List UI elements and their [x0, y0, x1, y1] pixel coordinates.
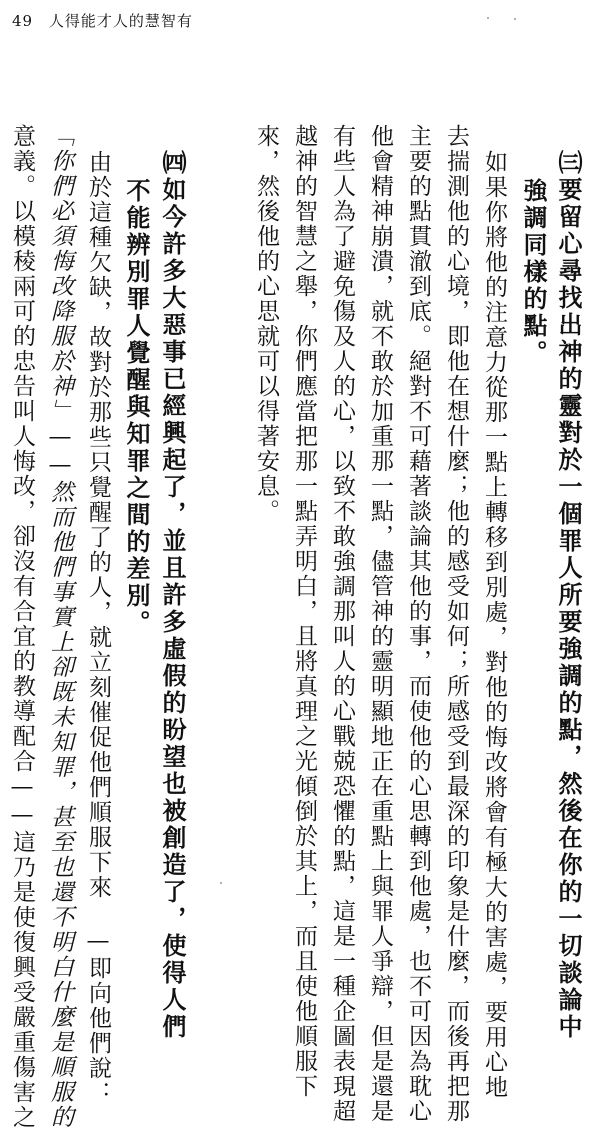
- section-3-paragraph-line: 如果你將他的注意力從那一點上轉移到別處，對他的悔改將會有極大的害處，要用心地: [481, 150, 507, 1100]
- section-4-paragraph-line: 由於這種欠缺，故對於那些只覺醒了的人，就立刻催促他們順服下來 —即向他們說：: [85, 150, 111, 1106]
- section-4-paragraph-line: 「你們必須悔改降服於神」——然而他們事實上卻既未知罪，甚至也還不明白什麼是順服的: [47, 124, 73, 1130]
- section-3-paragraph-line: 去揣測他的心境，即他在想什麼；他的感受如何；所感受到最深的印象是什麼，而後再把那: [443, 124, 469, 1124]
- running-header: [12, 10, 193, 31]
- scan-speck: [220, 882, 222, 884]
- section-3-paragraph-line: 越神的智慧之舉，你們應當把那一點弄明白，且將真理之光傾倒於其上，而且使他順服下: [291, 124, 317, 1099]
- page-number: 49: [12, 12, 34, 30]
- section-3-paragraph-line: 有些人為了避免傷及人的心，以致不敢強調那叫人的心戰兢恐懼的點，這是一種企圖表現超: [329, 124, 355, 1124]
- section-3-heading-line-1: ㈢要留心尋找出神的靈對於一個罪人所要強調的點，然後在你的一切談論中: [554, 150, 582, 1041]
- scan-speck: [514, 18, 516, 20]
- running-title: 人得能才人的慧智有: [48, 12, 193, 30]
- section-3-paragraph-line: 來，然後他的心思就可以得著安息。: [253, 124, 279, 524]
- section-4-paragraph-line: 意義。以模稜兩可的忠告叫人悔改，卻沒有合宜的教導配合——這乃是使復興受嚴重傷害之: [9, 124, 35, 1130]
- section-3-paragraph-line: 他會精神崩潰，就不敢於加重那一點，儘管神的靈明顯地正在重點上與罪人爭辯，但是還是: [367, 124, 393, 1124]
- section-4-heading-line-1: ㈣如今許多大惡事已經興起了，並且許多虛假的盼望也被創造了，使得人們: [158, 150, 186, 1041]
- scan-speck: [487, 17, 489, 19]
- section-3-paragraph-line: 主要的點貫澈到底。絕對不可藉著談論其他的事，而使他的心思轉到他處，也不可因為耽心: [405, 124, 431, 1124]
- section-3-heading-line-2: 強調同樣的點。: [519, 178, 547, 367]
- section-4-heading-line-2: 不能辨別罪人覺醒與知罪之間的差別。: [122, 178, 150, 637]
